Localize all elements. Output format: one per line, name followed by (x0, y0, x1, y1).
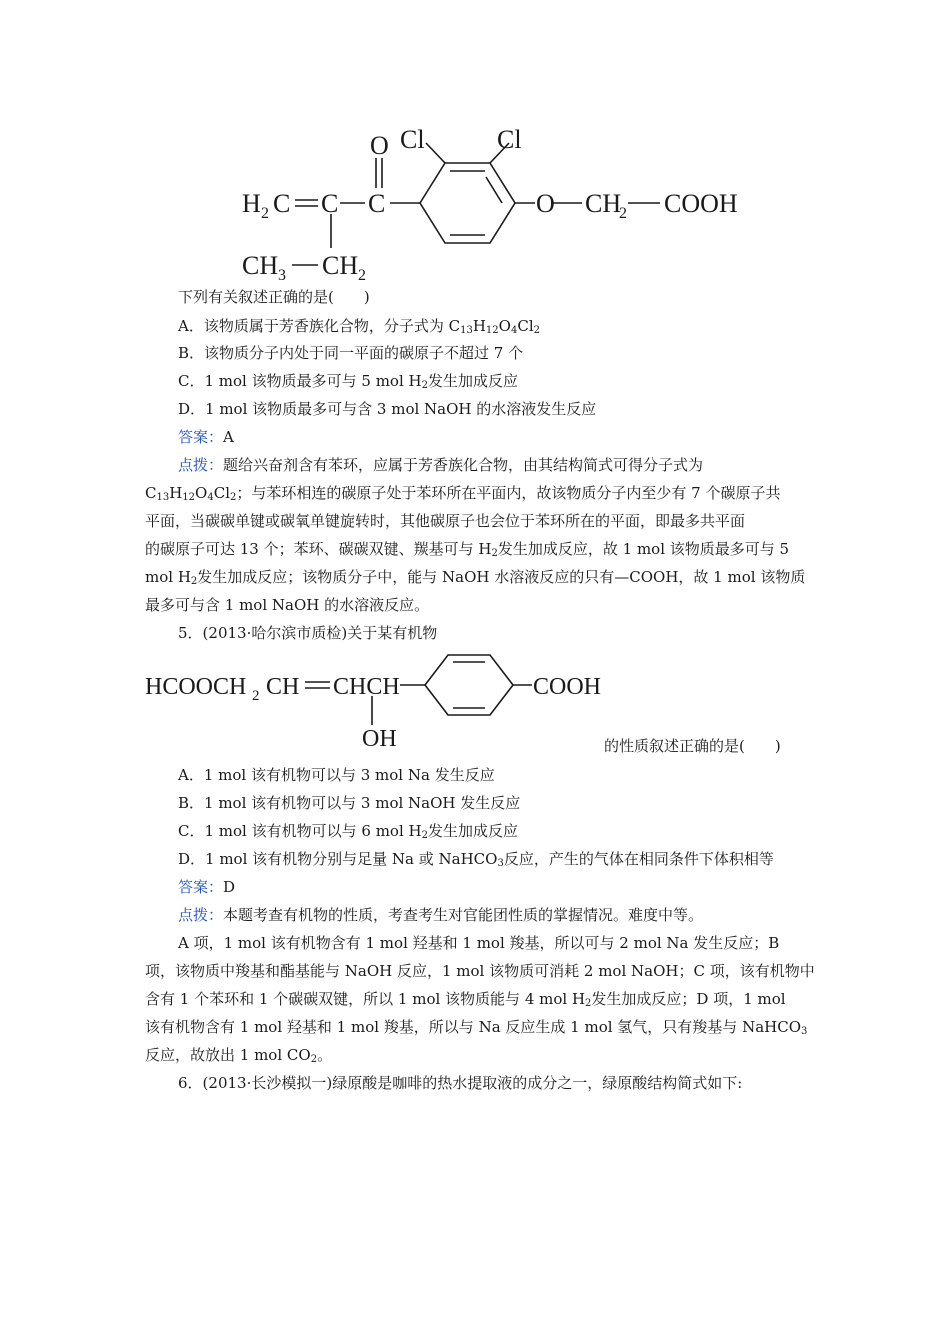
sub: 4 (510, 325, 518, 336)
sub: 2 (190, 576, 198, 587)
q4-hint-line-5 (145, 567, 805, 587)
q4-option-a (178, 316, 540, 336)
h2c-label: H (242, 189, 261, 218)
q5-hint-line-1 (178, 905, 703, 925)
hint-text: 题给兴奋剂含有苯环，应属于芳香族化合物，由其结构简式可得分子式为 (223, 456, 704, 474)
q5-stem-tail: 的性质叙述正确的是( ) (604, 737, 781, 755)
q4-hint-line-2 (145, 483, 780, 503)
carboxyl-label: COOH (533, 674, 602, 700)
sub: 2 (421, 830, 428, 841)
q5-hint-line-5 (145, 1017, 807, 1037)
q5-option-c (178, 821, 518, 841)
ch2b-label: CH (322, 251, 359, 280)
formula-part: O (498, 317, 511, 335)
q4-option-c-text: C．1 mol 该物质最多可与 5 mol H (178, 372, 422, 390)
sub: 3 (497, 858, 504, 869)
hint-text: 本题考查有机物的性质，考查考生对官能团性质的掌握情况。难度中等。 (223, 906, 704, 924)
q5-hint-line-3: 项，该物质中羧基和酯基能与 NaOH 反应，1 mol 该物质可消耗 2 mol NaOH；C 项，该有机物中 (145, 962, 815, 980)
q4-option-b: B．该物质分子内处于同一平面的碳原子不超过 7 个 (178, 344, 524, 362)
formula-part: Cl (213, 484, 231, 502)
q4-answer (178, 427, 234, 447)
hint-text: 发生加成反应；该物质分子中，能与 NaOH 水溶液反应的只有—COOH，故 1 mol 该物质 (197, 568, 806, 586)
cooh-label: COOH (664, 189, 738, 218)
formula-part: H (169, 484, 183, 502)
hint-text: ；与苯环相连的碳原子处于苯环所在平面内，故该物质分子内至少有 7 个碳原子共 (236, 484, 781, 502)
q4-option-d: D．1 mol 该物质最多可与含 3 mol NaOH 的水溶液发生反应 (178, 400, 597, 418)
q5-hint-line-4 (145, 989, 786, 1009)
hint-text: 发生加成反应；D 项，1 mol (591, 990, 786, 1008)
q5-hint-line-6 (145, 1045, 332, 1065)
ch3-subscript: 3 (278, 267, 286, 284)
sub: 12 (182, 492, 196, 503)
hcooch2-subscript: 2 (252, 688, 260, 704)
sub: 12 (485, 325, 499, 336)
sub: 2 (310, 1054, 318, 1065)
hint-text: 该有机物含有 1 mol 羟基和 1 mol 羧基，所以与 Na 反应生成 1 mol 氢气，只有羧基与 NaHCO (145, 1018, 801, 1036)
q4-option-a-text: A．该物质属于芳香族化合物，分子式为 C (178, 317, 461, 335)
hint-label: 点拨： (178, 456, 224, 474)
ch2-subscript: 2 (619, 205, 627, 222)
chch-label: CHCH (333, 674, 400, 700)
sub: 2 (491, 548, 498, 559)
sub: 13 (460, 325, 473, 336)
q5-option-c-tail: 发生加成反应 (427, 822, 518, 840)
carbon-label-2: C (321, 189, 339, 218)
q5-title: 5．(2013·哈尔滨市质检)关于某有机物 (178, 624, 438, 642)
ch3-label: CH (242, 251, 279, 280)
q5-option-d (178, 849, 774, 869)
h2c-subscript: 2 (261, 205, 269, 222)
sub: 2 (585, 998, 592, 1009)
structure-formula-1 (230, 118, 760, 288)
hint-text: 发生加成反应，故 1 mol 该物质最多可与 5 (497, 540, 790, 558)
q4-stem: 下列有关叙述正确的是( ) (178, 288, 370, 306)
h2c-carbon-label: C (273, 189, 291, 218)
structure-formula-2 (140, 650, 620, 750)
carbonyl-oxygen-label: O (370, 131, 389, 160)
sub: 3 (801, 1026, 808, 1037)
hcooch2-label: HCOOCH (145, 674, 247, 700)
answer-label: 答案： (178, 878, 224, 896)
q4-option-c-tail: 发生加成反应 (427, 372, 518, 390)
chlorine-label-1: Cl (400, 125, 425, 154)
sub: 2 (533, 325, 540, 336)
chlorine-label-2: Cl (497, 125, 522, 154)
answer-value: A (223, 428, 234, 446)
hydroxyl-label: OH (362, 726, 397, 750)
formula-part: O (195, 484, 208, 502)
ch-label: CH (266, 674, 300, 700)
answer-value: D (223, 878, 236, 896)
q5-option-d-tail: 反应，产生的气体在相同条件下体积相等 (503, 850, 774, 868)
hint-text: 反应，故放出 1 mol CO (145, 1046, 311, 1064)
q5-option-b: B．1 mol 该有机物可以与 3 mol NaOH 发生反应 (178, 794, 521, 812)
q6-title: 6．(2013·长沙模拟一)绿原酸是咖啡的热水提取液的成分之一，绿原酸结构简式如下: (178, 1074, 743, 1092)
hint-text: 含有 1 个苯环和 1 个碳碳双键，所以 1 mol 该物质能与 4 mol H (145, 990, 586, 1008)
q4-hint-line-6: 最多可与含 1 mol NaOH 的水溶液反应。 (145, 596, 430, 614)
hint-label: 点拨： (178, 906, 224, 924)
sub: 2 (230, 492, 237, 503)
sub: 2 (421, 380, 428, 391)
q5-option-a: A．1 mol 该有机物可以与 3 mol Na 发生反应 (178, 766, 495, 784)
hint-text: mol H (145, 568, 191, 586)
formula-part: C (145, 484, 157, 502)
q5-hint-line-2: A 项，1 mol 该有机物含有 1 mol 羟基和 1 mol 羧基，所以可与 2 mol Na 发生反应；B (178, 934, 780, 952)
q4-hint-line-1 (178, 455, 703, 475)
ether-oxygen-label: O (536, 189, 555, 218)
hint-text: 的碳原子可达 13 个；苯环、碳碳双键、羰基可与 H (145, 540, 492, 558)
q5-option-c-text: C．1 mol 该有机物可以与 6 mol H (178, 822, 422, 840)
formula-part: H (472, 317, 486, 335)
q4-hint-line-4 (145, 539, 789, 559)
q4-hint-line-3: 平面，当碳碳单键或碳氧单键旋转时，其他碳原子也会位于苯环所在的平面，即最多共平面 (145, 512, 746, 530)
formula-part: Cl (517, 317, 534, 335)
answer-label: 答案： (178, 428, 224, 446)
sub: 4 (207, 492, 214, 503)
q5-answer (178, 877, 235, 897)
hint-text: 。 (317, 1046, 333, 1064)
ch2b-subscript: 2 (358, 267, 366, 284)
ch2-label: CH (585, 189, 622, 218)
q5-option-d-text: D．1 mol 该有机物分别与足量 Na 或 NaHCO (178, 850, 498, 868)
q4-option-c (178, 371, 518, 391)
sub: 13 (156, 492, 170, 503)
carbon-label-3: C (368, 189, 386, 218)
